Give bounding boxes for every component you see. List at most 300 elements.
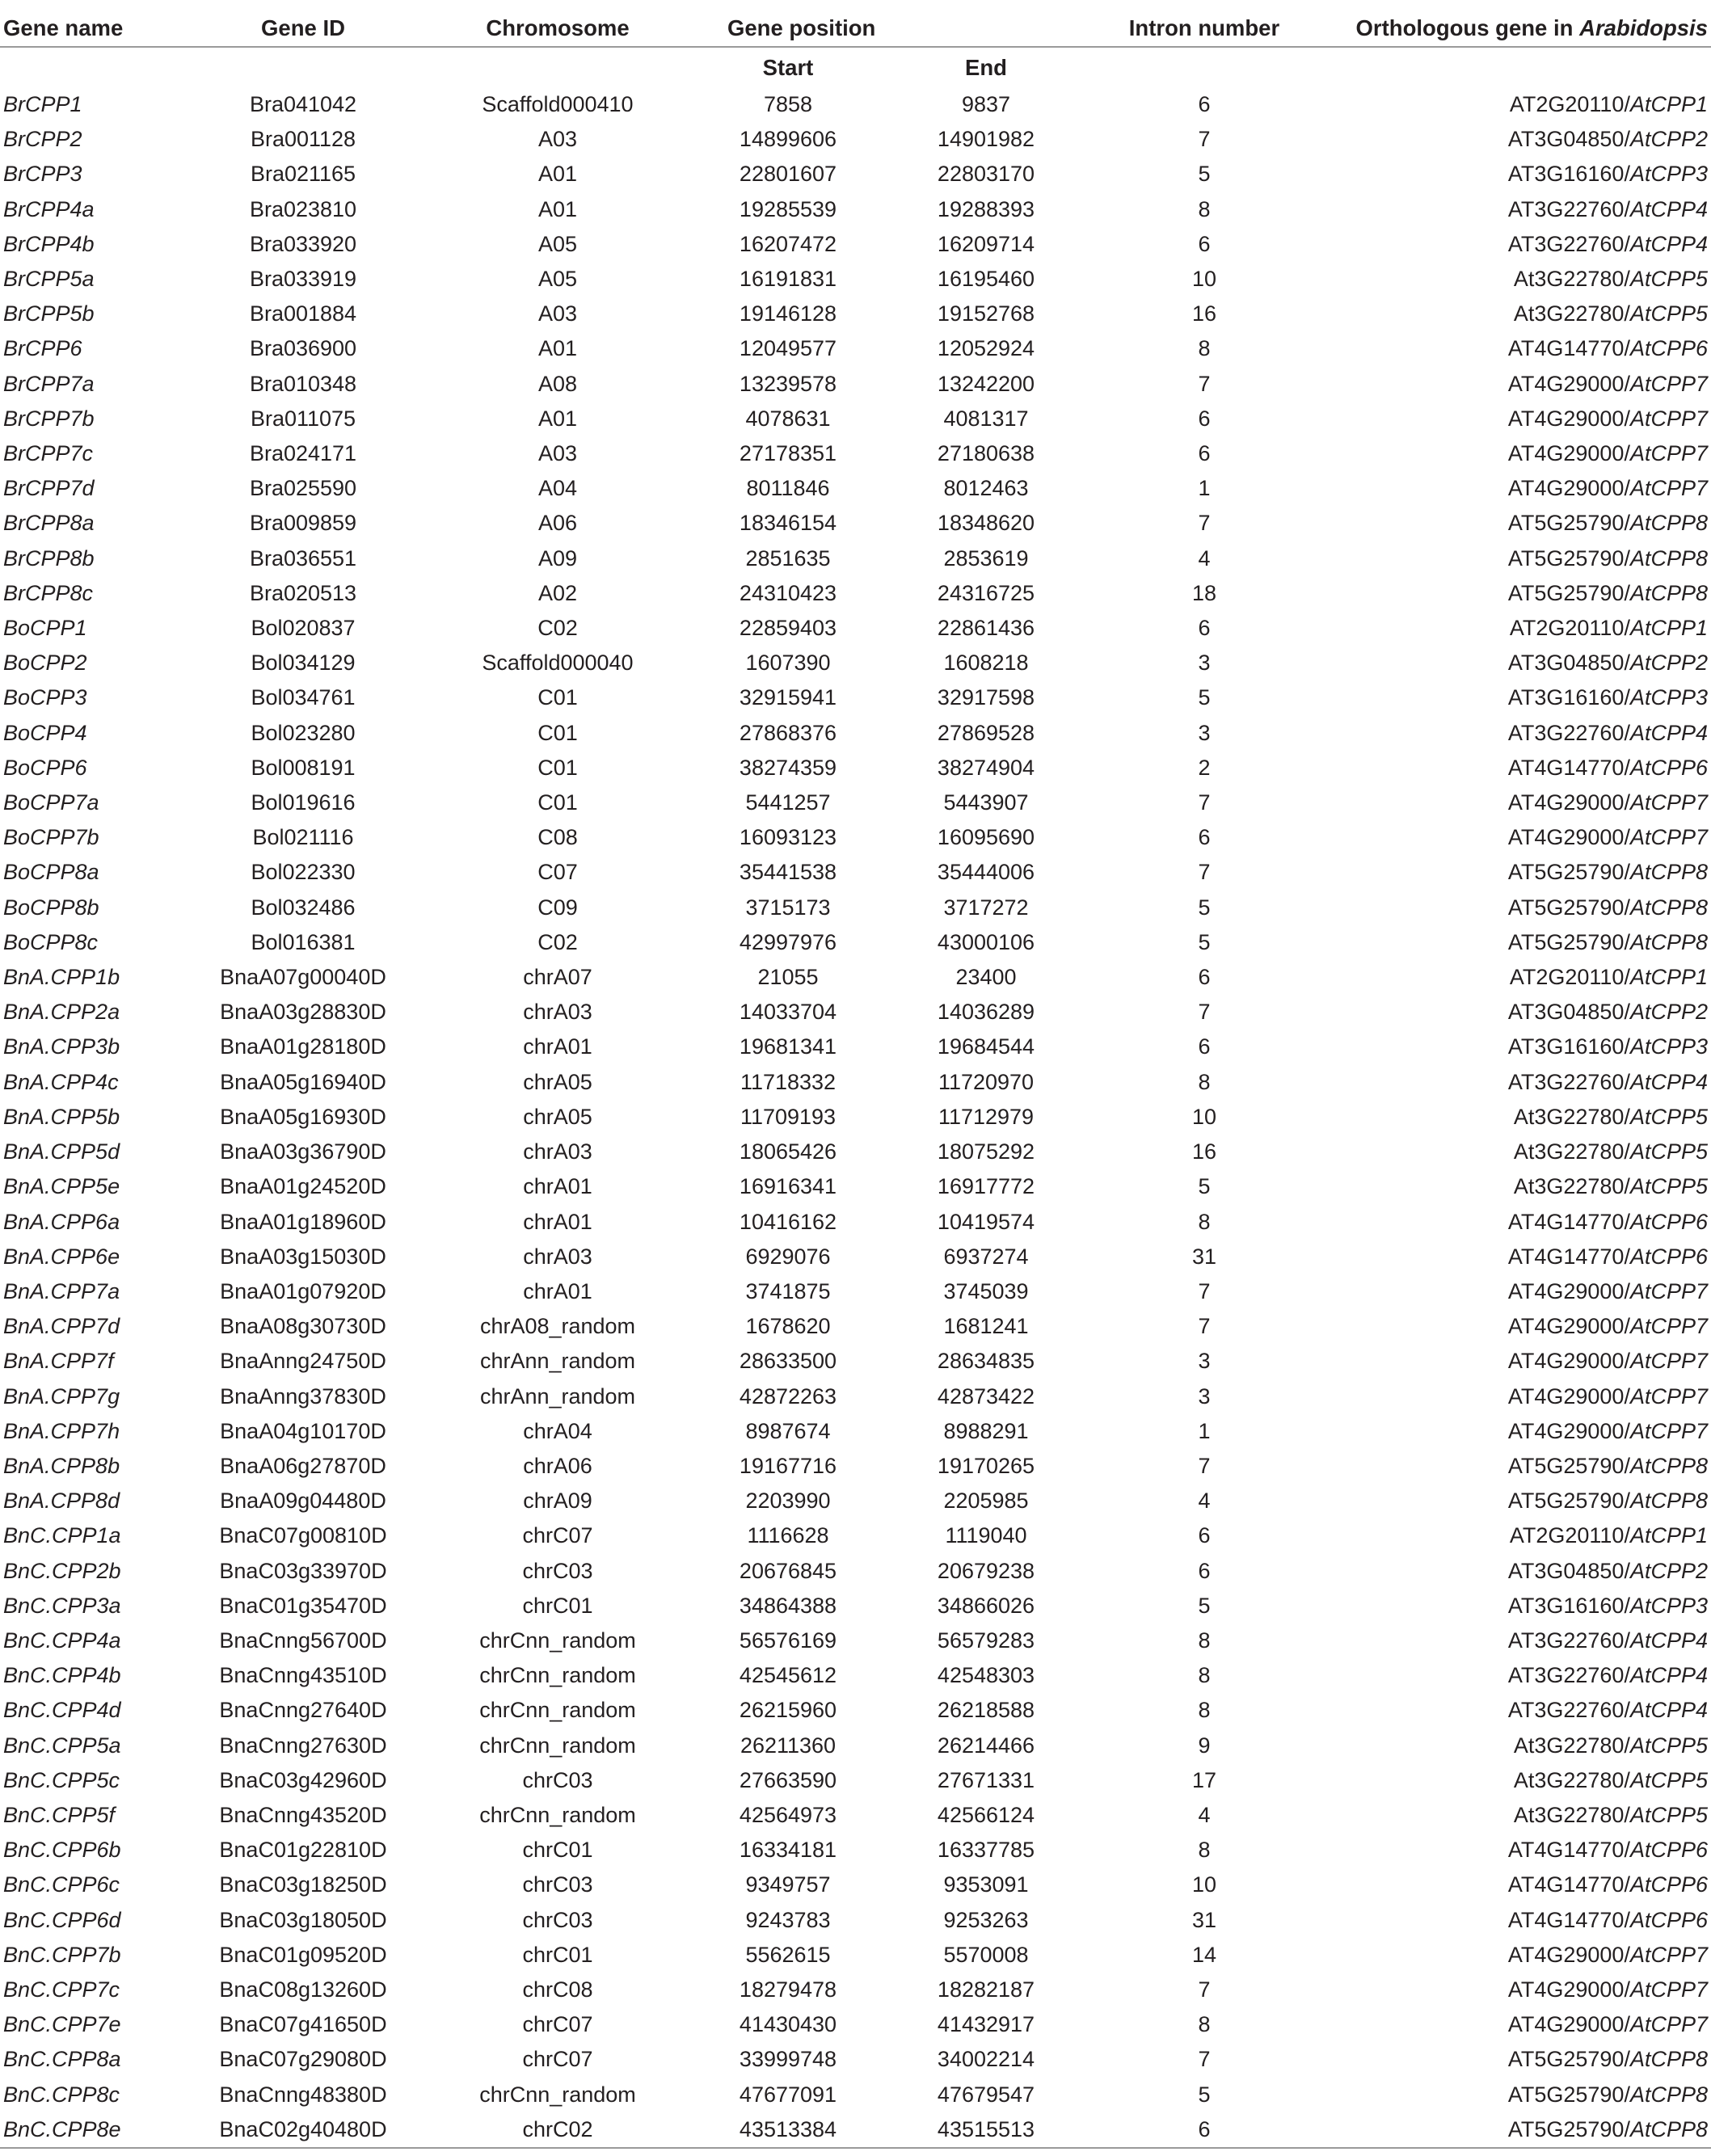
- gene-id-cell: Bra021165: [250, 162, 356, 187]
- intron-number-cell: 3: [1198, 720, 1211, 745]
- gene-id-cell: BnaCnng56700D: [219, 1628, 387, 1653]
- start-cell: 21055: [757, 965, 819, 990]
- table-row: [0, 506, 1711, 541]
- arabidopsis-gene: AtCPP4: [1629, 1663, 1708, 1688]
- orthologous-gene-cell: [1325, 1414, 1711, 1449]
- end-cell: 8988291: [943, 1418, 1029, 1443]
- gene-name-cell: BnC.CPP5c: [3, 1767, 120, 1792]
- intron-number-cell: 7: [1198, 1314, 1211, 1339]
- end-cell: 9353091: [943, 1872, 1029, 1897]
- start-cell: 11709193: [740, 1104, 837, 1129]
- start-cell: 4078631: [745, 406, 831, 431]
- gene-id-cell: BnaA03g36790D: [220, 1139, 386, 1164]
- start-cell: 9243783: [745, 1907, 831, 1932]
- orthologous-gene-cell: [1325, 1658, 1711, 1693]
- end-cell: 23400: [955, 965, 1017, 990]
- header-gene-name: Gene name: [0, 10, 178, 47]
- orthologous-gene-cell: [1325, 891, 1711, 925]
- start-cell: 26215960: [739, 1698, 837, 1723]
- table-row: [0, 1379, 1711, 1414]
- table-row: [0, 367, 1711, 402]
- table-row: [0, 925, 1711, 960]
- intron-number-cell: 6: [1198, 616, 1211, 641]
- orthologous-gene-cell: [1325, 1973, 1711, 2007]
- chromosome-cell: chrC02: [428, 2112, 687, 2148]
- table-row: [0, 122, 1711, 157]
- arabidopsis-gene: AtCPP4: [1629, 1628, 1708, 1653]
- table-row: [0, 1903, 1711, 1938]
- chromosome-cell: C08: [537, 825, 578, 850]
- orthologous-gene-cell: [1325, 1065, 1711, 1100]
- gene-name-cell: BrCPP8a: [3, 511, 95, 536]
- gene-name-cell: BnC.CPP4d: [3, 1698, 121, 1723]
- orthologous-gene-cell: [1325, 1729, 1711, 1763]
- intron-number-cell: 10: [1191, 1104, 1217, 1129]
- table-row: [0, 960, 1711, 995]
- arabidopsis-locus: AT4G14770/: [1507, 1838, 1630, 1863]
- intron-number-cell: 1: [1198, 1418, 1211, 1443]
- gene-name-cell: BnC.CPP8c: [3, 2082, 120, 2107]
- orthologous-gene-cell: [1325, 1868, 1711, 1902]
- start-cell: 34864388: [739, 1593, 837, 1618]
- start-cell: 33999748: [739, 2047, 837, 2072]
- chromosome-cell: chrA01: [523, 1034, 592, 1059]
- start-cell: 32915941: [739, 685, 837, 710]
- arabidopsis-gene: AtCPP1: [1629, 1523, 1708, 1548]
- start-cell: 18346154: [739, 511, 837, 536]
- arabidopsis-locus: AT2G20110/: [1509, 616, 1630, 641]
- gene-id-cell: Bra033920: [249, 231, 357, 256]
- gene-name-cell: BoCPP2: [3, 651, 87, 676]
- start-cell: 5562615: [745, 1942, 831, 1967]
- start-cell: 18065426: [739, 1139, 837, 1164]
- gene-id-cell: BnaA07g00040D: [220, 965, 386, 990]
- subheader-end: End: [965, 54, 1007, 80]
- orthologous-gene-cell: [1325, 1449, 1711, 1484]
- gene-id-cell: BnaA03g15030D: [220, 1244, 386, 1269]
- table-row: [0, 1658, 1711, 1693]
- end-cell: 12052924: [937, 336, 1035, 361]
- arabidopsis-locus: AT3G04850/: [1507, 651, 1630, 676]
- chromosome-cell: chrA03: [523, 1244, 592, 1269]
- arabidopsis-gene: AtCPP8: [1629, 580, 1708, 605]
- intron-number-cell: 7: [1198, 371, 1211, 396]
- end-cell: 26214466: [937, 1733, 1035, 1758]
- chromosome-cell: A02: [537, 580, 578, 605]
- gene-name-cell: BrCPP8c: [3, 580, 94, 605]
- arabidopsis-locus: AT5G25790/: [1507, 545, 1630, 571]
- arabidopsis-gene: AtCPP4: [1629, 231, 1708, 256]
- arabidopsis-locus: AT4G29000/: [1507, 825, 1630, 850]
- arabidopsis-locus: AT5G25790/: [1507, 895, 1630, 920]
- intron-number-cell: 3: [1198, 651, 1211, 676]
- gene-name-cell: BrCPP7a: [3, 371, 95, 396]
- gene-name-cell: BnA.CPP8d: [3, 1489, 120, 1514]
- gene-name-cell: BnC.CPP4b: [3, 1663, 121, 1688]
- arabidopsis-locus: AT5G25790/: [1507, 580, 1630, 605]
- gene-id-cell: Bra025590: [249, 476, 357, 501]
- gene-name-cell: BnA.CPP6a: [3, 1209, 120, 1234]
- arabidopsis-gene: AtCPP5: [1629, 301, 1708, 326]
- intron-number-cell: 8: [1198, 196, 1211, 221]
- gene-id-cell: BnaA09g04480D: [220, 1489, 386, 1514]
- arabidopsis-gene: AtCPP1: [1629, 616, 1708, 641]
- chromosome-cell: chrC03: [522, 1907, 593, 1932]
- orthologous-gene-cell: [1325, 262, 1711, 297]
- start-cell: 5441257: [745, 790, 831, 815]
- end-cell: 19170265: [937, 1453, 1035, 1478]
- gene-name-cell: BnC.CPP4a: [3, 1628, 121, 1653]
- intron-number-cell: 7: [1198, 511, 1211, 536]
- chromosome-cell: chrA08_random: [479, 1314, 636, 1339]
- start-cell: 42872263: [739, 1383, 837, 1409]
- intron-number-cell: 7: [1198, 1453, 1211, 1478]
- gene-id-cell: BnaC02g40480D: [178, 2112, 428, 2148]
- gene-name-cell: BnA.CPP8b: [3, 1453, 120, 1478]
- arabidopsis-locus: AT4G29000/: [1507, 1314, 1630, 1339]
- orthologous-gene-cell: [1325, 1100, 1711, 1135]
- orthologous-gene-cell: [1325, 1798, 1711, 1833]
- arabidopsis-locus: AT2G20110/: [1509, 965, 1630, 990]
- gene-id-cell: BnaA04g10170D: [220, 1418, 386, 1443]
- end-cell: 8012463: [943, 476, 1029, 501]
- gene-id-cell: BnaCnng43510D: [219, 1663, 387, 1688]
- chromosome-cell: chrCnn_random: [479, 1698, 636, 1723]
- orthologous-gene-cell: [1325, 995, 1711, 1030]
- gene-name-cell: BrCPP8b: [3, 545, 95, 571]
- chromosome-cell: A08: [537, 371, 578, 396]
- end-cell: 1119040: [945, 1523, 1027, 1548]
- arabidopsis-locus: AT4G29000/: [1507, 2012, 1630, 2037]
- end-cell: 4081317: [943, 406, 1029, 431]
- table-row: [0, 611, 1711, 646]
- arabidopsis-locus: AT4G29000/: [1507, 1278, 1630, 1303]
- arabidopsis-gene: AtCPP8: [1629, 929, 1708, 954]
- table-row: [0, 87, 1711, 122]
- gene-id-cell: Bra009859: [249, 511, 357, 536]
- end-cell: 19684544: [937, 1034, 1035, 1059]
- arabidopsis-gene: AtCPP8: [1629, 511, 1708, 536]
- start-cell: 12049577: [739, 336, 837, 361]
- gene-id-cell: Bra010348: [249, 371, 357, 396]
- end-cell: 10419574: [937, 1209, 1035, 1234]
- gene-id-cell: Bol034761: [251, 685, 356, 710]
- table-row: [0, 436, 1711, 471]
- gene-id-cell: BnaC03g42960D: [219, 1767, 387, 1792]
- arabidopsis-locus: AT4G29000/: [1507, 406, 1630, 431]
- gene-id-cell: Bol016381: [251, 929, 356, 954]
- orthologous-gene-cell: [1325, 1589, 1711, 1623]
- chromosome-cell: C02: [537, 929, 578, 954]
- arabidopsis-locus: AT5G25790/: [1507, 2082, 1630, 2107]
- chromosome-cell: chrA09: [523, 1489, 592, 1514]
- gene-name-cell: BoCPP7a: [3, 790, 99, 815]
- arabidopsis-gene: AtCPP8: [1629, 860, 1708, 885]
- gene-id-cell: BnaCnng27630D: [219, 1733, 387, 1758]
- table-row: [0, 1798, 1711, 1833]
- end-cell: 42548303: [937, 1663, 1035, 1688]
- gene-name-cell: BnC.CPP7c: [3, 1977, 120, 2002]
- start-cell: 38274359: [739, 755, 837, 780]
- orthologous-gene-cell: [1325, 2007, 1711, 2042]
- gene-name-cell: BnA.CPP2a: [3, 1000, 120, 1025]
- intron-number-cell: 5: [1198, 1174, 1211, 1199]
- end-cell: 42873422: [937, 1383, 1035, 1409]
- orthologous-gene-cell: [1325, 2112, 1711, 2148]
- arabidopsis-locus: AT4G29000/: [1507, 1349, 1630, 1374]
- arabidopsis-locus: AT3G16160/: [1507, 685, 1630, 710]
- gene-id-cell: Bol034129: [251, 651, 356, 676]
- gene-name-cell: BrCPP7d: [3, 476, 95, 501]
- arabidopsis-gene: AtCPP8: [1629, 2047, 1708, 2072]
- start-cell: 41430430: [739, 2012, 837, 2037]
- intron-number-cell: 31: [1191, 1907, 1217, 1932]
- table-row: [0, 1065, 1711, 1100]
- table-row: [0, 1623, 1711, 1658]
- orthologous-gene-cell: [1325, 960, 1711, 995]
- chromosome-cell: C09: [537, 895, 578, 920]
- chromosome-cell: C01: [537, 755, 578, 780]
- chromosome-cell: chrA06: [523, 1453, 592, 1478]
- orthologous-gene-cell: [1325, 471, 1711, 506]
- arabidopsis-gene: AtCPP7: [1629, 441, 1708, 466]
- arabidopsis-locus: AT5G25790/: [1507, 1453, 1630, 1478]
- intron-number-cell: 6: [1198, 965, 1211, 990]
- end-cell: 6937274: [943, 1244, 1029, 1269]
- gene-id-cell: BnaA01g24520D: [220, 1174, 386, 1199]
- chromosome-cell: chrC01: [522, 1593, 593, 1618]
- end-cell: 19288393: [937, 196, 1035, 221]
- intron-number-cell: 7: [1198, 127, 1211, 152]
- orthologous-gene-cell: [1325, 1693, 1711, 1728]
- end-cell: 2853619: [943, 545, 1029, 571]
- arabidopsis-gene: AtCPP3: [1629, 162, 1708, 187]
- chromosome-cell: A01: [537, 336, 578, 361]
- gene-id-cell: Bol032486: [251, 895, 356, 920]
- end-cell: 14901982: [937, 127, 1035, 152]
- gene-name-cell: BnA.CPP5d: [3, 1139, 120, 1164]
- arabidopsis-locus: AT4G29000/: [1507, 1977, 1630, 2002]
- table-row: [0, 891, 1711, 925]
- arabidopsis-locus: AT4G29000/: [1507, 476, 1630, 501]
- orthologous-gene-cell: [1325, 1205, 1711, 1240]
- end-cell: 47679547: [937, 2082, 1035, 2107]
- table-row: [0, 1344, 1711, 1379]
- gene-id-cell: BnaC03g18250D: [219, 1872, 387, 1897]
- orthologous-gene-cell: [1325, 1379, 1711, 1414]
- gene-name-cell: BrCPP5b: [3, 301, 95, 326]
- chromosome-cell: chrCnn_random: [479, 1628, 636, 1653]
- table-row: [0, 541, 1711, 576]
- gene-name-cell: BrCPP4b: [3, 231, 95, 256]
- table-row: [0, 1693, 1711, 1728]
- orthologous-gene-cell: [1325, 576, 1711, 611]
- gene-name-cell: BrCPP4a: [3, 196, 95, 221]
- arabidopsis-gene: AtCPP6: [1629, 1209, 1708, 1234]
- arabidopsis-locus: AT4G29000/: [1507, 1383, 1630, 1409]
- intron-number-cell: 9: [1198, 1733, 1211, 1758]
- chromosome-cell: chrC03: [522, 1872, 593, 1897]
- arabidopsis-gene: AtCPP7: [1629, 1314, 1708, 1339]
- intron-number-cell: 14: [1191, 1942, 1217, 1967]
- intron-number-cell: 5: [1198, 2082, 1211, 2107]
- gene-name-cell: BnC.CPP7e: [3, 2012, 121, 2037]
- intron-number-cell: 6: [1198, 1558, 1211, 1583]
- gene-name-cell: BnC.CPP3a: [3, 1593, 121, 1618]
- start-cell: 35441538: [739, 860, 837, 885]
- chromosome-cell: chrC07: [522, 2047, 593, 2072]
- arabidopsis-locus: AT3G22760/: [1507, 231, 1630, 256]
- header-orthologous-gene: [1325, 10, 1711, 47]
- orthologous-gene-cell: [1325, 1344, 1711, 1379]
- intron-number-cell: 16: [1191, 1139, 1217, 1164]
- arabidopsis-locus: AT3G16160/: [1507, 1034, 1630, 1059]
- orthologous-gene-cell: [1325, 436, 1711, 471]
- subheader-spacer: [1325, 47, 1711, 87]
- arabidopsis-gene: AtCPP7: [1629, 1418, 1708, 1443]
- end-cell: 20679238: [937, 1558, 1035, 1583]
- arabidopsis-gene: AtCPP6: [1629, 1838, 1708, 1863]
- arabidopsis-locus: AT3G22760/: [1507, 1698, 1630, 1723]
- gene-id-cell: BnaC07g00810D: [219, 1523, 387, 1548]
- gene-id-cell: BnaA03g28830D: [220, 1000, 386, 1025]
- intron-number-cell: 8: [1198, 336, 1211, 361]
- gene-name-cell: BnA.CPP7d: [3, 1314, 120, 1339]
- table-body: [0, 87, 1711, 2148]
- orthologous-gene-cell: [1325, 1309, 1711, 1344]
- table-row: [0, 1729, 1711, 1763]
- arabidopsis-gene: AtCPP2: [1629, 127, 1708, 152]
- arabidopsis-gene: AtCPP7: [1629, 790, 1708, 815]
- chromosome-cell: chrA07: [523, 965, 592, 990]
- arabidopsis-gene: AtCPP7: [1629, 1977, 1708, 2002]
- subheader-start: Start: [762, 54, 814, 80]
- orthologous-gene-cell: [1325, 122, 1711, 157]
- gene-id-cell: Bol021116: [252, 825, 354, 850]
- table-row: [0, 855, 1711, 890]
- gene-id-cell: Bra011075: [250, 406, 356, 431]
- chromosome-cell: C01: [537, 790, 578, 815]
- intron-number-cell: 5: [1198, 895, 1211, 920]
- table-row: [0, 995, 1711, 1030]
- arabidopsis-locus: AT5G25790/: [1507, 860, 1630, 885]
- intron-number-cell: 8: [1198, 1663, 1211, 1688]
- end-cell: 22803170: [937, 162, 1035, 187]
- chromosome-cell: chrCnn_random: [479, 1802, 636, 1827]
- chromosome-cell: A09: [537, 545, 578, 571]
- arabidopsis-gene: AtCPP8: [1629, 2116, 1708, 2141]
- end-cell: 16337785: [937, 1838, 1035, 1863]
- orthologous-gene-cell: [1325, 157, 1711, 192]
- gene-name-cell: BnA.CPP7a: [3, 1278, 120, 1303]
- intron-number-cell: 2: [1198, 755, 1211, 780]
- end-cell: 22861436: [937, 616, 1035, 641]
- intron-number-cell: 17: [1191, 1767, 1217, 1792]
- chromosome-cell: C07: [537, 860, 578, 885]
- start-cell: 16093123: [739, 825, 837, 850]
- gene-name-cell: BnA.CPP3b: [3, 1034, 120, 1059]
- gene-name-cell: BrCPP7b: [3, 406, 95, 431]
- gene-id-cell: Bol008191: [251, 755, 356, 780]
- arabidopsis-locus: AT4G14770/: [1507, 1872, 1630, 1897]
- arabidopsis-gene: AtCPP3: [1629, 1034, 1708, 1059]
- arabidopsis-gene: AtCPP2: [1629, 1558, 1708, 1583]
- chromosome-cell: chrC01: [522, 1942, 593, 1967]
- arabidopsis-gene: AtCPP8: [1629, 1489, 1708, 1514]
- orthologous-gene-cell: [1325, 1030, 1711, 1064]
- gene-id-cell: Bra001128: [250, 127, 356, 152]
- orthologous-gene-cell: [1325, 367, 1711, 402]
- intron-number-cell: 8: [1198, 2012, 1211, 2037]
- table-row: [0, 1973, 1711, 2007]
- arabidopsis-locus: At3G22780/: [1513, 1104, 1630, 1129]
- gene-name-cell: BoCPP7b: [3, 825, 99, 850]
- gene-id-cell: Bra033919: [249, 267, 357, 292]
- arabidopsis-gene: AtCPP4: [1629, 196, 1708, 221]
- end-cell: 3745039: [943, 1278, 1029, 1303]
- arabidopsis-gene: AtCPP7: [1629, 406, 1708, 431]
- end-cell: 18282187: [937, 1977, 1035, 2002]
- arabidopsis-gene: AtCPP5: [1629, 1174, 1708, 1199]
- end-cell: 27671331: [937, 1767, 1035, 1792]
- chromosome-cell: chrCnn_random: [479, 1733, 636, 1758]
- end-cell: 18075292: [937, 1139, 1035, 1164]
- orthologous-gene-cell: [1325, 611, 1711, 646]
- gene-name-cell: BoCPP8a: [3, 860, 99, 885]
- intron-number-cell: 7: [1198, 790, 1211, 815]
- end-cell: 34002214: [937, 2047, 1035, 2072]
- start-cell: 27868376: [739, 720, 837, 745]
- chromosome-cell: chrC07: [522, 2012, 593, 2037]
- orthologous-gene-cell: [1325, 227, 1711, 262]
- orthologous-gene-cell: [1325, 1274, 1711, 1309]
- gene-name-cell: BnC.CPP6b: [3, 1838, 121, 1863]
- start-cell: 22801607: [739, 162, 837, 187]
- gene-name-cell: BnA.CPP7h: [3, 1418, 120, 1443]
- arabidopsis-locus: AT3G22760/: [1507, 720, 1630, 745]
- gene-name-cell: BnA.CPP1b: [3, 965, 120, 990]
- gene-id-cell: BnaA06g27870D: [220, 1453, 386, 1478]
- arabidopsis-locus: At3G22780/: [1513, 267, 1630, 292]
- gene-name-cell: BrCPP7c: [3, 441, 94, 466]
- intron-number-cell: 5: [1198, 685, 1211, 710]
- start-cell: 7858: [763, 92, 813, 116]
- arabidopsis-locus: At3G22780/: [1513, 1767, 1630, 1792]
- arabidopsis-gene: AtCPP7: [1629, 476, 1708, 501]
- table-row: [0, 262, 1711, 297]
- arabidopsis-locus: AT5G25790/: [1507, 511, 1630, 536]
- start-cell: 6929076: [745, 1244, 831, 1269]
- chromosome-cell: A06: [537, 511, 578, 536]
- intron-number-cell: 8: [1198, 1838, 1211, 1863]
- end-cell: 9837: [961, 92, 1011, 116]
- gene-name-cell: BnA.CPP7f: [3, 1349, 114, 1374]
- table-row: [0, 1833, 1711, 1868]
- gene-table: [0, 10, 1711, 2149]
- end-cell: 41432917: [937, 2012, 1035, 2037]
- intron-number-cell: 10: [1191, 1872, 1217, 1897]
- arabidopsis-gene: AtCPP7: [1629, 1942, 1708, 1967]
- intron-number-cell: 7: [1198, 2047, 1211, 2072]
- start-cell: 20676845: [739, 1558, 837, 1583]
- arabidopsis-locus: AT4G29000/: [1507, 1418, 1630, 1443]
- end-cell: 38274904: [937, 755, 1035, 780]
- table-row: [0, 1868, 1711, 1902]
- chromosome-cell: chrA01: [523, 1174, 592, 1199]
- orthologous-gene-cell: [1325, 1938, 1711, 1973]
- gene-name-cell: BrCPP3: [3, 162, 82, 187]
- start-cell: 11718332: [740, 1069, 837, 1094]
